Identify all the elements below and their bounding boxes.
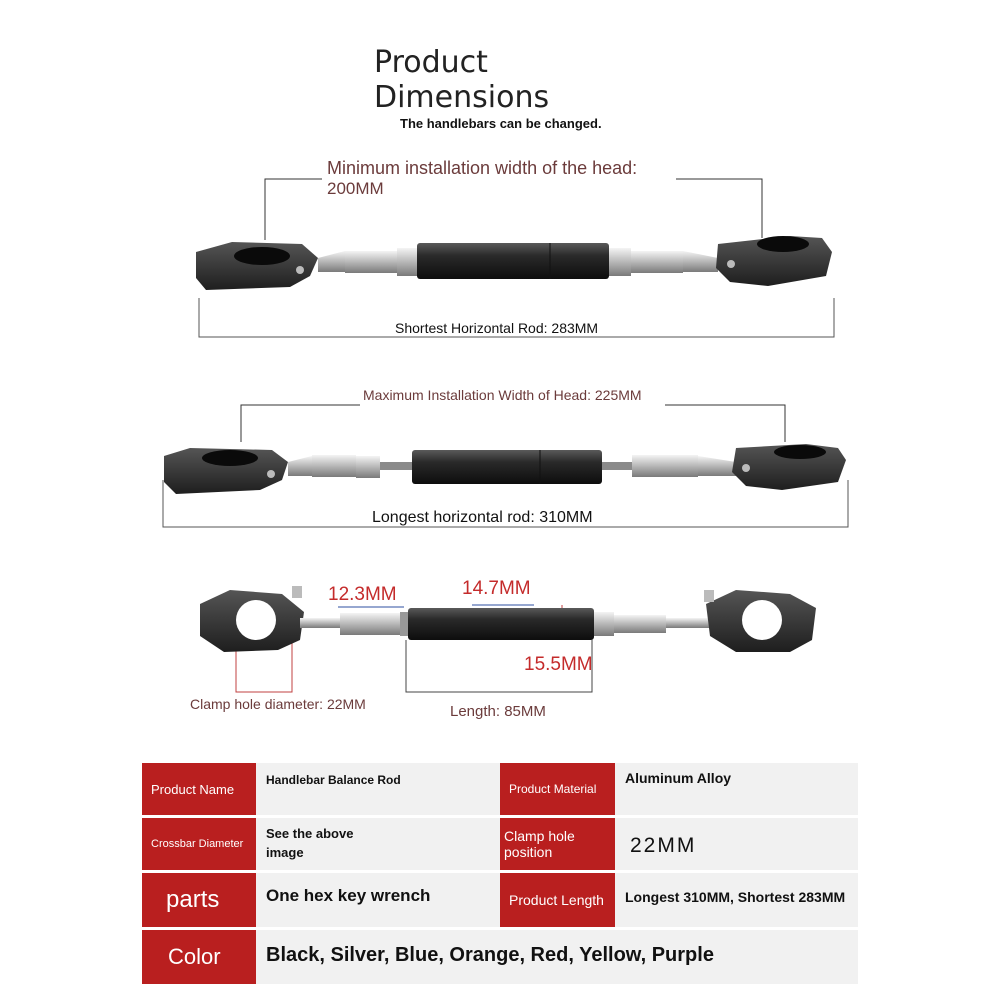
- page-subtitle: The handlebars can be changed.: [400, 116, 602, 131]
- page-title-line1: Product: [374, 45, 488, 80]
- shortest-rod-label: Shortest Horizontal Rod: 283MM: [395, 320, 599, 336]
- crossbar-diameter-value-line1: See the above: [266, 826, 354, 841]
- clamp-position-value: 22MM: [630, 834, 697, 857]
- rod-length-label: Length: 85MM: [450, 703, 546, 720]
- clamp-position-label-line2: position: [504, 844, 553, 860]
- clamp-position-label-line1: Clamp hole: [504, 828, 575, 844]
- min-width-label: Minimum installation width of the head:: [327, 158, 638, 178]
- material-value: Aluminum Alloy: [625, 770, 732, 786]
- clamp-position-label: [500, 818, 615, 870]
- rod-long: [164, 444, 846, 494]
- clamp-diameter-label: Clamp hole diameter: 22MM: [190, 696, 366, 712]
- color-label: Color: [142, 930, 256, 984]
- dim-15-5-label: 15.5MM: [524, 654, 593, 675]
- material-label: Product Material: [500, 763, 615, 815]
- product-name-label: Product Name: [142, 763, 256, 815]
- crossbar-diameter-label: Crossbar Diameter: [142, 818, 256, 870]
- product-length-label: Product Length: [500, 873, 615, 927]
- product-length-value: Longest 310MM, Shortest 283MM: [625, 889, 846, 905]
- max-width-label: Maximum Installation Width of Head: 225MM: [363, 387, 642, 403]
- longest-rod-label: Longest horizontal rod: 310MM: [372, 509, 593, 526]
- dim-14-7-label: 14.7MM: [462, 578, 531, 599]
- min-width-value: 200MM: [327, 179, 384, 198]
- page-title-line2: Dimensions: [374, 80, 550, 115]
- dim-12-3-label: 12.3MM: [328, 584, 397, 605]
- parts-value: One hex key wrench: [266, 886, 431, 905]
- crossbar-diameter-value-line2: image: [266, 845, 304, 860]
- parts-label: parts: [142, 873, 256, 927]
- product-name-value: Handlebar Balance Rod: [266, 773, 401, 787]
- rod-short: [196, 236, 832, 290]
- color-value: Black, Silver, Blue, Orange, Red, Yellow, Purple: [266, 944, 714, 966]
